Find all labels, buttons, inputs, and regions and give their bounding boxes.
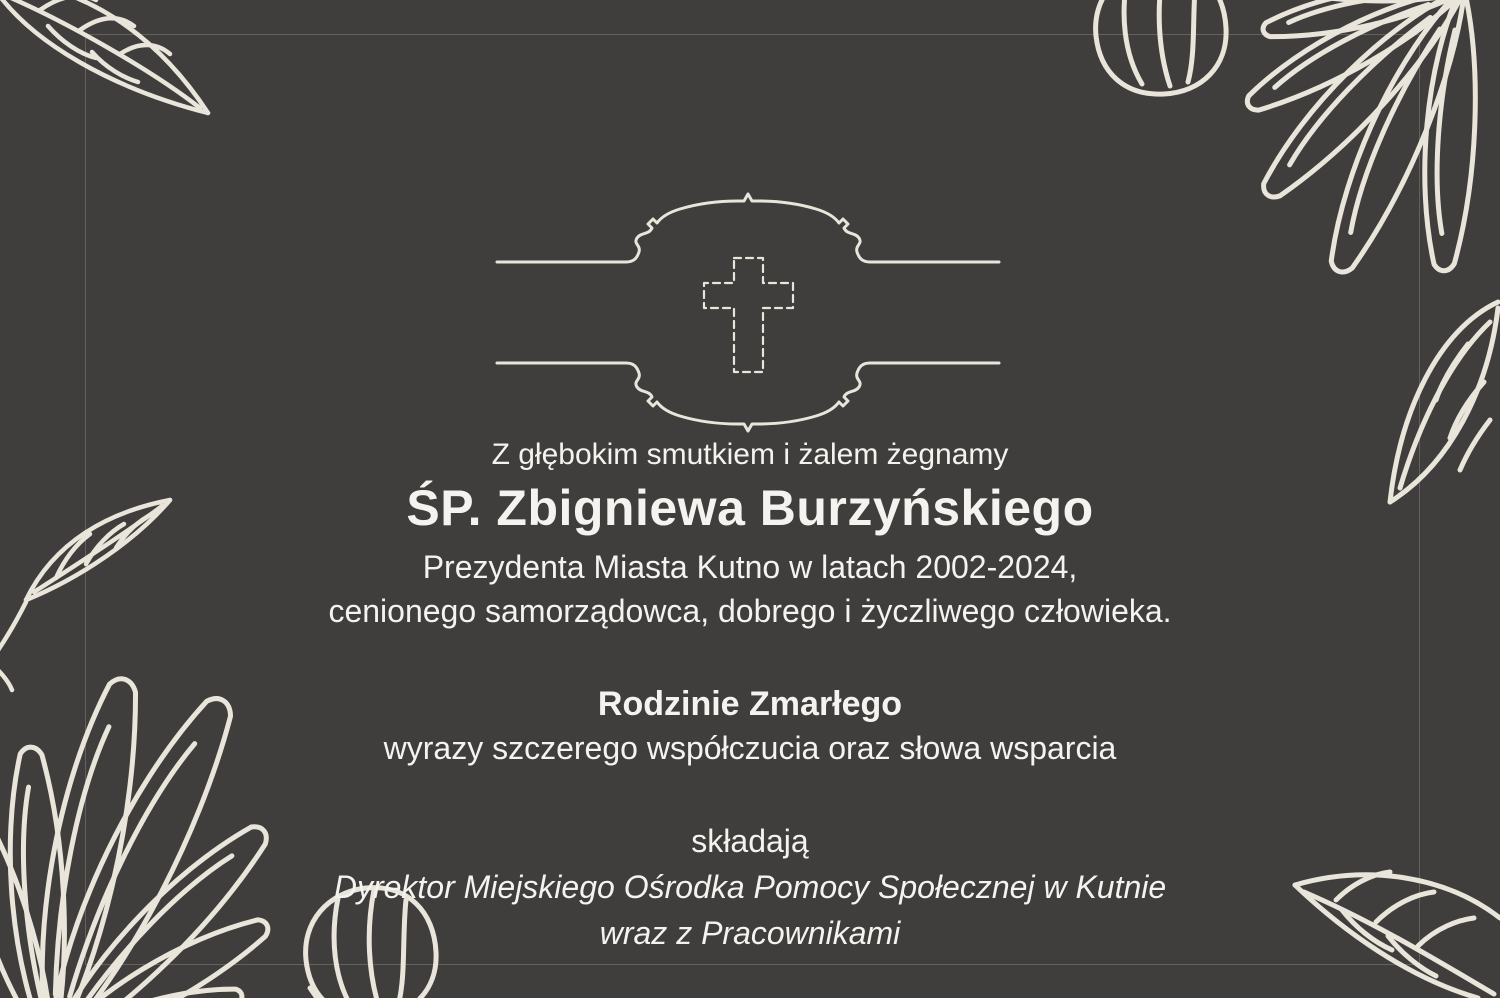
description-line-1: Prezydenta Miasta Kutno w latach 2002-2024, bbox=[422, 549, 1078, 585]
leaf-illustration-top-left bbox=[0, 0, 238, 140]
cartouche-bottom bbox=[497, 363, 999, 431]
intro-line: Z głębokim smutkiem i żalem żegnamy bbox=[491, 438, 1009, 471]
condolence-message: wyrazy szczerego współczucia oraz słowa wsparcia bbox=[383, 730, 1117, 766]
cartouche-top bbox=[497, 194, 999, 262]
signature-line-1: Dyrektor Miejskiego Ośrodka Pomocy Społecznej w Kutnie bbox=[333, 869, 1167, 905]
deceased-name: ŚP. Zbigniewa Burzyńskiego bbox=[406, 480, 1094, 536]
condolence-recipient: Rodzinie Zmarłego bbox=[597, 685, 903, 723]
cross-cartouche-ornament bbox=[490, 192, 1010, 442]
description-line-2: cenionego samorządowca, dobrego i życzliwego człowieka. bbox=[328, 593, 1172, 629]
cross-icon bbox=[704, 258, 793, 372]
bud-illustration-top-right bbox=[1096, 0, 1227, 94]
petal-fan-top-right bbox=[1238, 0, 1485, 281]
signature-line-2: wraz z Pracownikami bbox=[599, 915, 901, 951]
signature-lead: składają bbox=[691, 823, 809, 859]
